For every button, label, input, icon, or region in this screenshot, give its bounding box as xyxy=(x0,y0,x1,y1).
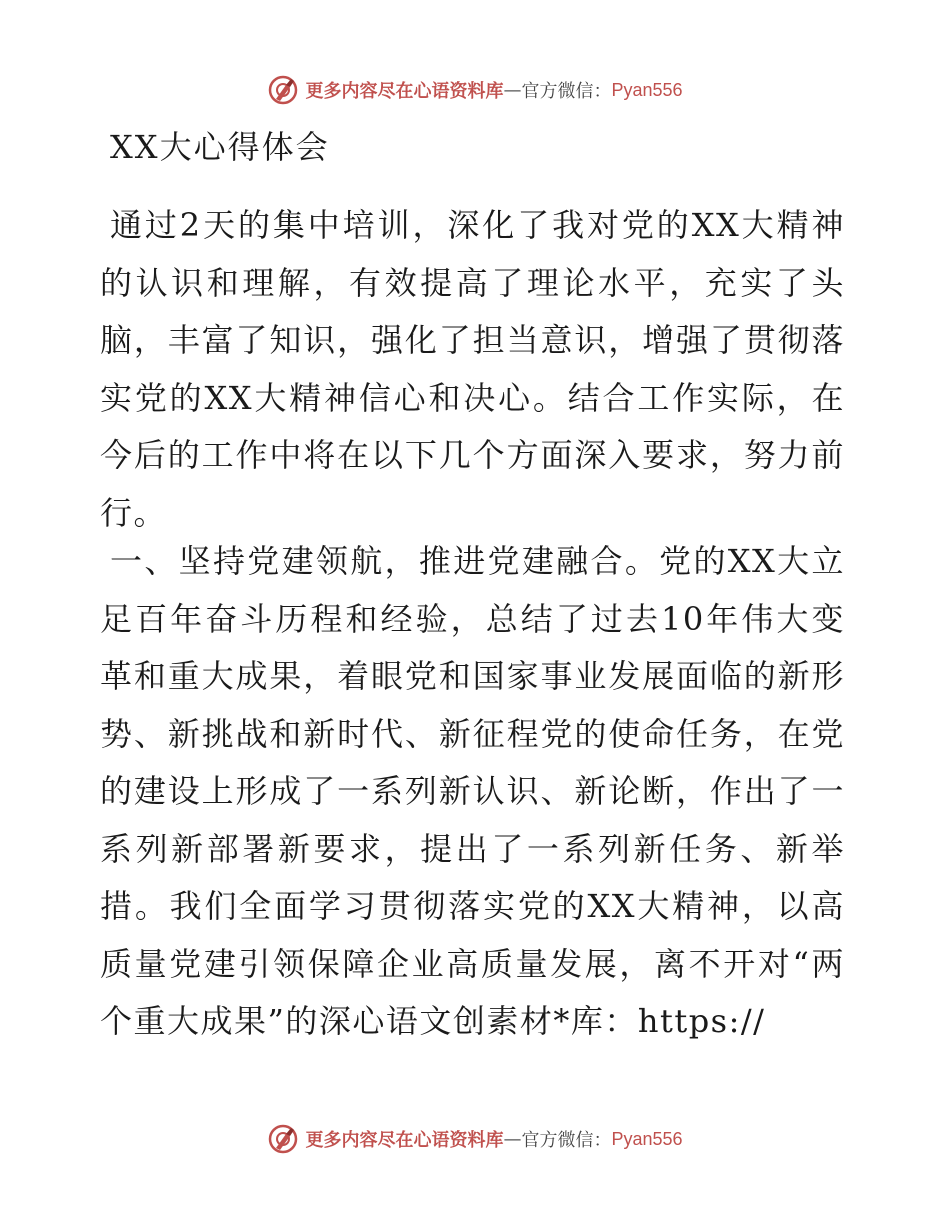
watermark-text xyxy=(305,77,682,103)
watermark-official-label: 官方微信： xyxy=(521,81,612,102)
watermark-wechat-id: Pyan556 xyxy=(611,1128,683,1149)
footer-watermark xyxy=(0,1123,950,1155)
paragraph-section-one: 一、坚持党建领航，推进党建融合。党的XX大立足百年奋斗历程和经验，总结了过去10年伟大变革和重大成果，着眼党和国家事业发展面临的新形势、新挑战和新时代、新征程党的使命任务，在党的建设上形成了一系列新认识、新论断，作出了一系列新部署新要求，提出了一系列新任务、新举措。我们全面学习贯彻落实党的XX大精神，以高质量党建引领保障企业高质量发展，离不开对“两个重大成果”的深心语文创素材*库：https:// xyxy=(100,542,845,1040)
paragraph-intro: 通过2天的集中培训，深化了我对党的XX大精神的认识和理解，有效提高了理论水平，充实了头脑，丰富了知识，强化了担当意识，增强了贯彻落实党的XX大精神信心和决心。结合工作实际，在今后的工作中将在以下几个方面深入要求，努力前行。 xyxy=(100,206,845,532)
watermark-text xyxy=(305,1126,682,1152)
pen-logo-icon xyxy=(267,74,299,106)
watermark-separator: — xyxy=(503,79,522,101)
watermark-brand: 更多内容尽在心语资料库 xyxy=(305,1130,504,1151)
watermark-brand: 更多内容尽在心语资料库 xyxy=(305,81,504,102)
document-title: XX大心得体会 xyxy=(110,128,330,166)
header-watermark xyxy=(0,74,950,106)
watermark-separator: — xyxy=(503,1128,522,1150)
watermark-wechat-id: Pyan556 xyxy=(611,79,683,100)
watermark-official-label: 官方微信： xyxy=(521,1130,612,1151)
pen-logo-icon xyxy=(267,1123,299,1155)
